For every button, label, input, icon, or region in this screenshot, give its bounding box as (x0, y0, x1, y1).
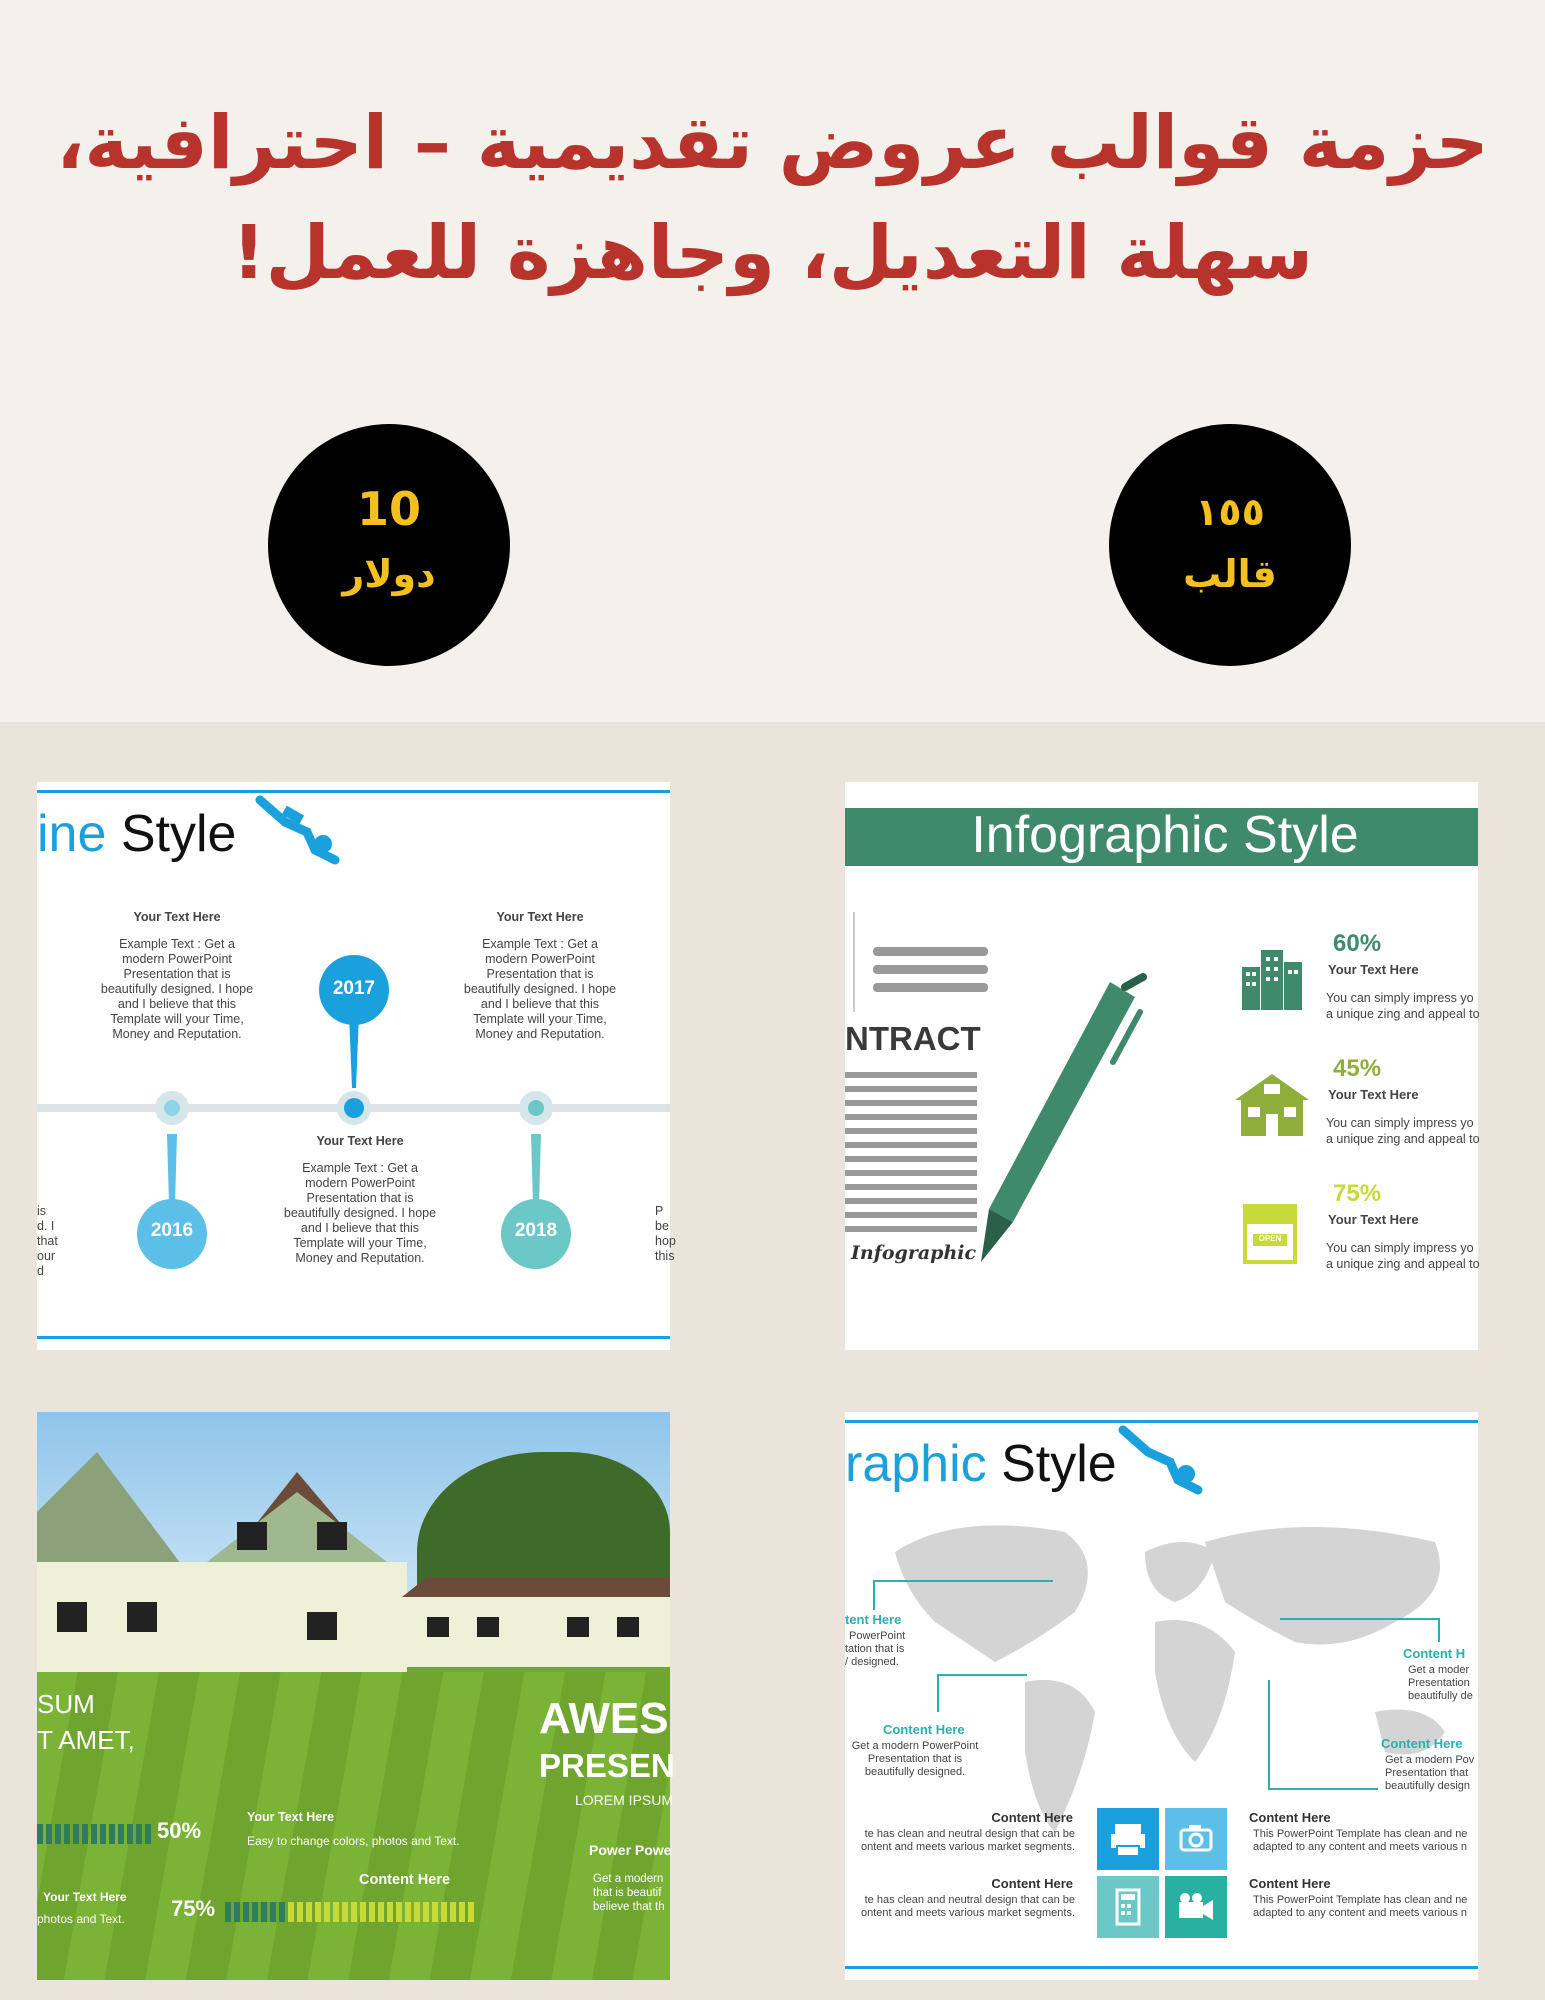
shop-icon (1237, 1200, 1303, 1266)
slide-house-preview: SUM T AMET, AWES PRESEN LOREM IPSUM 50% Your Text Here Easy to change colors, photos and Text. Content Here Power Powe Get a modern that is beautif believe that th Your Text Here photos and Text. 75% (37, 1412, 670, 1980)
slide-title (37, 804, 236, 864)
contract-label: NTRACT (845, 1020, 981, 1057)
calculator-icon (1097, 1876, 1159, 1938)
top-rule (37, 790, 670, 793)
price-badge (268, 424, 510, 666)
diver-icon (255, 792, 345, 867)
progress-bar-50 (37, 1824, 152, 1844)
camera-icon (1165, 1808, 1227, 1870)
slide-map-preview: raphic Style tent Here PowerPoint tation that is / designed. Content Here Get a modern PowerPoint Presentation that is beautifully designed. Content H Get a moder Presentation beautifully de Content Here Get a modern Pov Presentation that beautifully design Content Here te has clean and neutral design that can be ontent and meets various market segments. Content Here This PowerPoint Template has clean and ne adapted to any content and meets various n Content Here te has clean and neutral design that can be ontent and meets various market segments. Content Here This PowerPoint Template has clean and ne adapted to any content and meets various n (845, 1412, 1478, 1980)
year-2016: 2016 (150, 1220, 194, 1241)
year-2018: 2018 (514, 1220, 558, 1241)
headline-line-1: حزمة قوالب عروض تقديمية – احترافية، (56, 100, 1489, 186)
house-photo (37, 1452, 670, 1682)
present-text: PRESEN (539, 1747, 675, 1784)
slide-title: Infographic Style (971, 806, 1359, 864)
template-count-value: ١٥٥ (1195, 490, 1265, 534)
percent-75: 75% (1333, 1180, 1382, 1207)
shop-sign: OPEN (1258, 1234, 1282, 1243)
marker-2017 (317, 954, 391, 1090)
text-block-2017: Your Text Here Example Text : Get a modern PowerPoint Presentation that is beautifully designed. I hope and I believe that this Template will your Time, Money and Reputation. (283, 1134, 437, 1265)
house-icon (1233, 1072, 1311, 1138)
progress-bar-75 (225, 1902, 477, 1922)
hero-section (0, 0, 1545, 722)
lorem-text: LOREM IPSUM (575, 1792, 674, 1808)
video-camera-icon (1165, 1876, 1227, 1938)
text-block-2016: Your Text Here Example Text : Get a modern PowerPoint Presentation that is beautifully designed. I hope and I believe that this Template will your Time, Money and Reputation. (100, 910, 254, 1041)
buildings-icon (1237, 942, 1307, 1012)
marker-2016 (135, 1134, 209, 1270)
template-count-badge (1109, 424, 1351, 666)
slide-title-accent: ine (37, 805, 107, 863)
price-value: 10 (356, 482, 421, 536)
progress-label-50: 50% (157, 1818, 202, 1843)
printer-icon (1097, 1808, 1159, 1870)
slide-title-main: Style (120, 805, 237, 863)
text-block-2018: Your Text Here Example Text : Get a modern PowerPoint Presentation that is beautifully designed. I hope and I believe that this Template will your Time, Money and Reputation. (463, 910, 617, 1041)
price-unit: دولار (342, 552, 436, 596)
slide-timeline-preview (37, 782, 676, 1350)
edge-text-left: is d. I that our d (37, 1204, 58, 1278)
left-big-text: SUM T AMET, (37, 1689, 135, 1755)
percent-60: 60% (1333, 930, 1382, 957)
slide-title: raphic Style (845, 1435, 1117, 1493)
pen-icon (975, 977, 1165, 1267)
edge-text-right: P be hop this (655, 1204, 676, 1263)
progress-label-75: 75% (171, 1896, 216, 1921)
slide-infographic-preview: Infographic Style NTRACT Infographic OPEN 60% Your Text Here You can simply impress yo a unique zing and appeal to 45% Your Text Here You can simply impress yo a unique zing and appeal to 75% Your Text Here You can simply impress yo a unique zing and appeal to (845, 782, 1478, 1350)
marker-2018 (499, 1134, 573, 1270)
year-2017: 2017 (332, 978, 376, 999)
world-map (875, 1512, 1475, 1852)
signature-text: Infographic (851, 1242, 977, 1264)
diver-icon (1118, 1422, 1208, 1497)
headline-line-2: سهلة التعديل، وجاهزة للعمل! (231, 210, 1314, 296)
template-count-unit: قالب (1183, 552, 1277, 596)
percent-45: 45% (1333, 1055, 1382, 1082)
awesome-text: AWES (539, 1694, 669, 1743)
contract-lines (845, 1072, 977, 1232)
bottom-rule (37, 1336, 670, 1339)
